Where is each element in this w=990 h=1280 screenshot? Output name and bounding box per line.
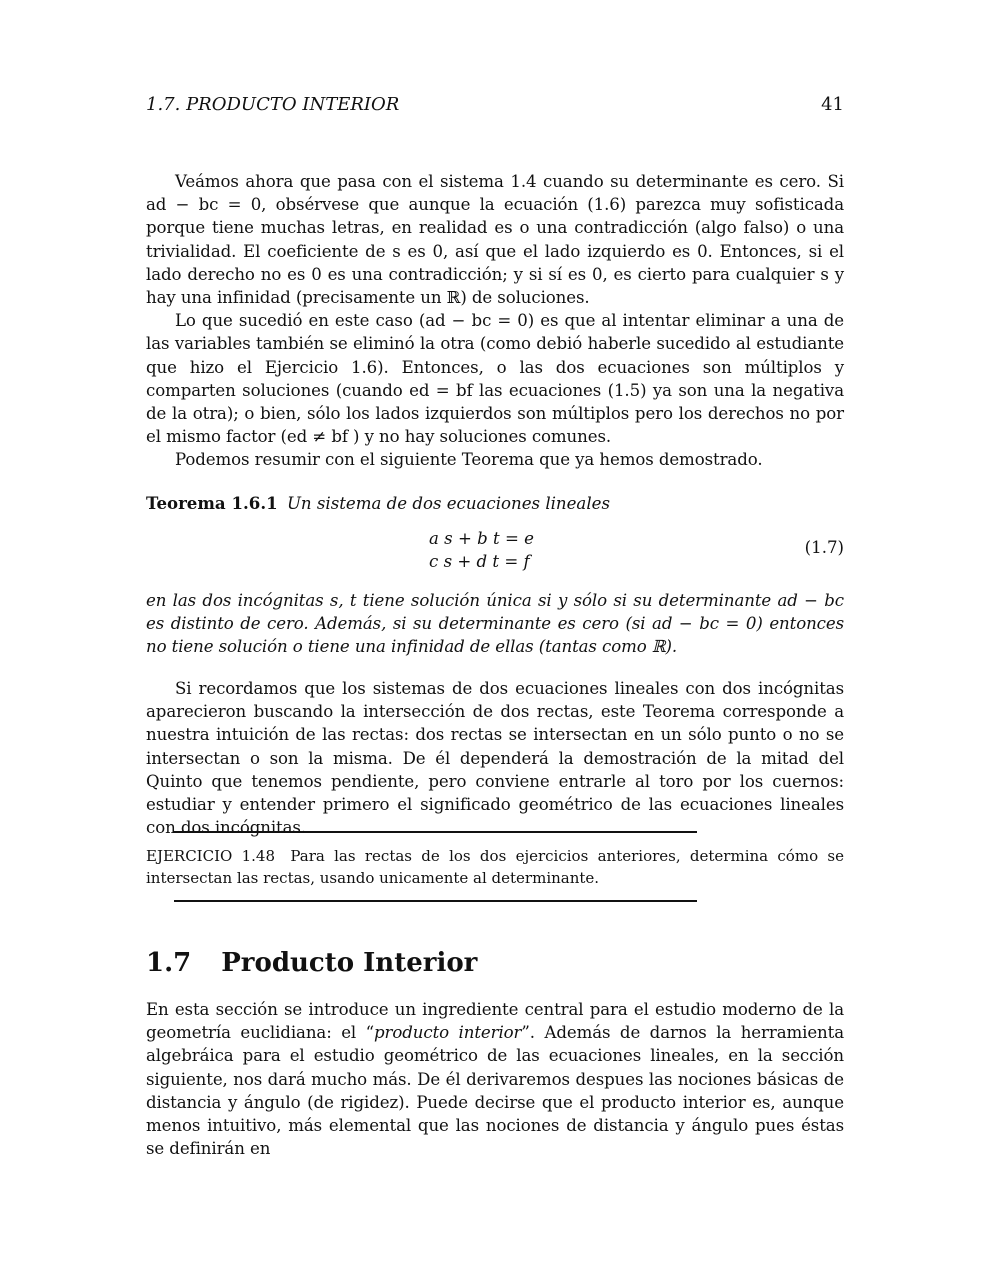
equation-line-1: a s + b t = e <box>429 529 534 548</box>
paragraph-4: Si recordamos que los sistemas de dos ecuaciones lineales con dos incógnitas aparecieron buscando la intersección de dos rectas, este Teorema corresponde a nuestra intuición de las rectas: dos rectas se intersectan en un sólo punto o no se intersectan o son la misma. De él dependerá la demostración de la mitad del Quinto que tenemos pendiente, pero conviene entrarle al toro por los cuernos: estudiar y entender primero el significado geométrico de las ecuaciones lineales con dos incógnitas. <box>146 679 844 838</box>
paragraph-2: Lo que sucedió en este caso (ad − bc = 0) es que al intentar eliminar a una de las variables también se eliminó la otra (como debió haberle sucedido al estudiante que hizo el Ejercicio 1.6). Entonces, o las dos ecuaciones son múltiplos y comparten soluciones (cuando ed = bf las ecuaciones (1.5) ya son una la negativa de la otra); o bien, sólo los lados izquierdos son múltiplos pero los derechos no por el mismo factor (ed ≠ bf ) y no hay soluciones comunes. <box>146 311 844 447</box>
body-block-2 <box>146 677 844 839</box>
theorem-label: Teorema 1.6.1 <box>146 493 278 513</box>
exercise-bottom-rule <box>174 900 697 902</box>
paragraph-1: Veámos ahora que pasa con el sistema 1.4 cuando su determinante es cero. Si ad − bc = 0, obsérvese que aunque la ecuación (1.6) parezca muy sofisticada porque tiene muchas letras, en realidad es o una contradicción (algo falso) o una trivialidad. El coeficiente de s es 0, así que el lado izquierdo es 0. Entonces, si el lado derecho no es 0 es una contradicción; y si sí es 0, es cierto para cualquier s y hay una infinidad (precisamente un ℝ) de soluciones. <box>146 172 844 308</box>
body-block-1 <box>146 170 844 472</box>
section-intro-paragraph <box>146 998 844 1160</box>
section-title: Producto Interior <box>221 948 478 978</box>
exercise-block <box>146 845 844 889</box>
body-block-3 <box>146 998 844 1160</box>
theorem-body-block <box>146 589 844 659</box>
theorem-intro: Un sistema de dos ecuaciones lineales <box>286 494 610 513</box>
running-head <box>146 94 844 118</box>
exercise-text: Para las rectas de los dos ejercicios anteriores, determina cómo se intersectan las rectas, usando unicamente al determinante. <box>146 847 844 887</box>
equation-1-7 <box>146 527 844 575</box>
section-heading <box>146 948 477 978</box>
exercise-top-rule <box>174 831 697 833</box>
equation-line-2: c s + d t = f <box>429 552 530 571</box>
section-intro-part-1: En esta sección se introduce un ingrediente central para el estudio moderno de la geometría euclidiana: el “ <box>146 1000 844 1043</box>
section-intro-part-2: ”. Además de darnos la herramienta algebráica para el estudio geométrico de las ecuaciones lineales, en la sección siguiente, nos dará mucho más. De él derivaremos despues las nociones básicas de distancia y ángulo (de rigidez). Puede decirse que el producto interior es, aunque menos intuitivo, más elemental que las nociones de distancia y ángulo pues éstas se definirán en <box>146 1023 844 1159</box>
section-intro-emphasis: producto interior <box>374 1023 522 1043</box>
theorem-heading <box>146 492 844 515</box>
equation-system <box>429 527 569 573</box>
exercise-label: EJERCICIO 1.48 <box>146 847 276 865</box>
theorem-body: en las dos incógnitas s, t tiene solución única si y sólo si su determinante ad − bc es distinto de cero. Además, si su determinante es cero (si ad − bc = 0) entonces no tiene solución o tiene una infinidad de ellas (tantas como ℝ). <box>146 591 844 657</box>
running-head-section: 1.7. PRODUCTO INTERIOR <box>146 94 400 115</box>
section-number: 1.7 <box>146 948 192 978</box>
paragraph-3: Podemos resumir con el siguiente Teorema que ya hemos demostrado. <box>175 450 763 470</box>
page-number: 41 <box>821 94 844 115</box>
equation-tag: (1.7) <box>804 538 844 557</box>
